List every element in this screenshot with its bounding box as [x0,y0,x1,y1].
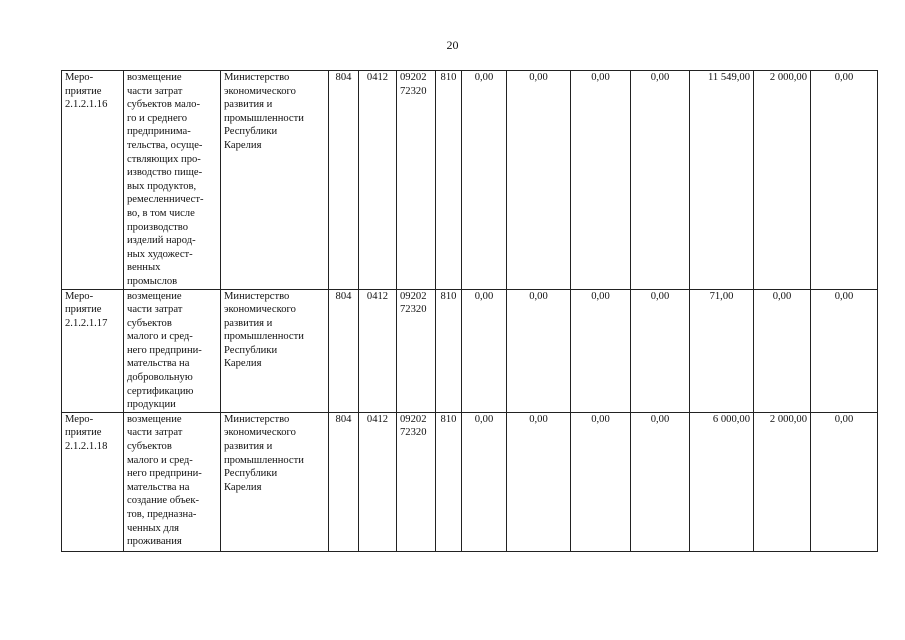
table-row [62,289,878,412]
event-description: возмещение части затрат субъектов мало- го и среднего предпринима- тельства, осуще- ствляющих про- изводство пище- вых продуктов, ремесленничест- во, в том числе производство изделий народ- ных художест- венных промыслов [124,71,221,290]
value-cell: 0,00 [507,412,571,551]
value-cell: 0,00 [631,289,690,412]
grbs-cell: 804 [329,412,359,551]
executor-cell: Министерство экономического развития и промышленности Республики Карелия [221,289,329,412]
csr-cell: 09202 72320 [397,289,436,412]
value-cell: 0,00 [631,71,690,290]
rzpr-cell: 0412 [359,412,397,551]
page-number: 20 [446,38,459,52]
value-cell: 0,00 [631,412,690,551]
value-cell: 0,00 [462,71,507,290]
value-cell: 0,00 [462,412,507,551]
event-description: возмещение части затрат субъектов малого и сред- него предприни- мательства на создание объек- тов, предназна- ченных для проживания [124,412,221,551]
value-cell: 2 000,00 [754,71,811,290]
value-cell: 0,00 [571,412,631,551]
value-cell: 0,00 [811,412,878,551]
value-cell: 6 000,00 [690,412,754,551]
vr-cell: 810 [436,71,462,290]
event-label: Меро- приятие 2.1.2.1.17 [62,289,124,412]
executor-cell: Министерство экономического развития и промышленности Республики Карелия [221,412,329,551]
value-cell: 0,00 [754,289,811,412]
event-description: возмещение части затрат субъектов малого и сред- него предприни- мательства на добровольную сертификацию продукции [124,289,221,412]
value-cell: 2 000,00 [754,412,811,551]
value-cell: 11 549,00 [690,71,754,290]
grbs-cell: 804 [329,71,359,290]
value-cell: 0,00 [507,71,571,290]
vr-cell: 810 [436,289,462,412]
value-cell: 0,00 [811,71,878,290]
vr-cell: 810 [436,412,462,551]
grbs-cell: 804 [329,289,359,412]
table-row [62,412,878,551]
rzpr-cell: 0412 [359,289,397,412]
event-label: Меро- приятие 2.1.2.1.16 [62,71,124,290]
budget-table [61,70,878,552]
value-cell: 0,00 [507,289,571,412]
value-cell: 0,00 [571,289,631,412]
csr-cell: 09202 72320 [397,412,436,551]
executor-cell: Министерство экономического развития и промышленности Республики Карелия [221,71,329,290]
event-label: Меро- приятие 2.1.2.1.18 [62,412,124,551]
value-cell: 0,00 [462,289,507,412]
value-cell: 71,00 [690,289,754,412]
csr-cell: 09202 72320 [397,71,436,290]
value-cell: 0,00 [811,289,878,412]
rzpr-cell: 0412 [359,71,397,290]
table-row [62,71,878,290]
value-cell: 0,00 [571,71,631,290]
